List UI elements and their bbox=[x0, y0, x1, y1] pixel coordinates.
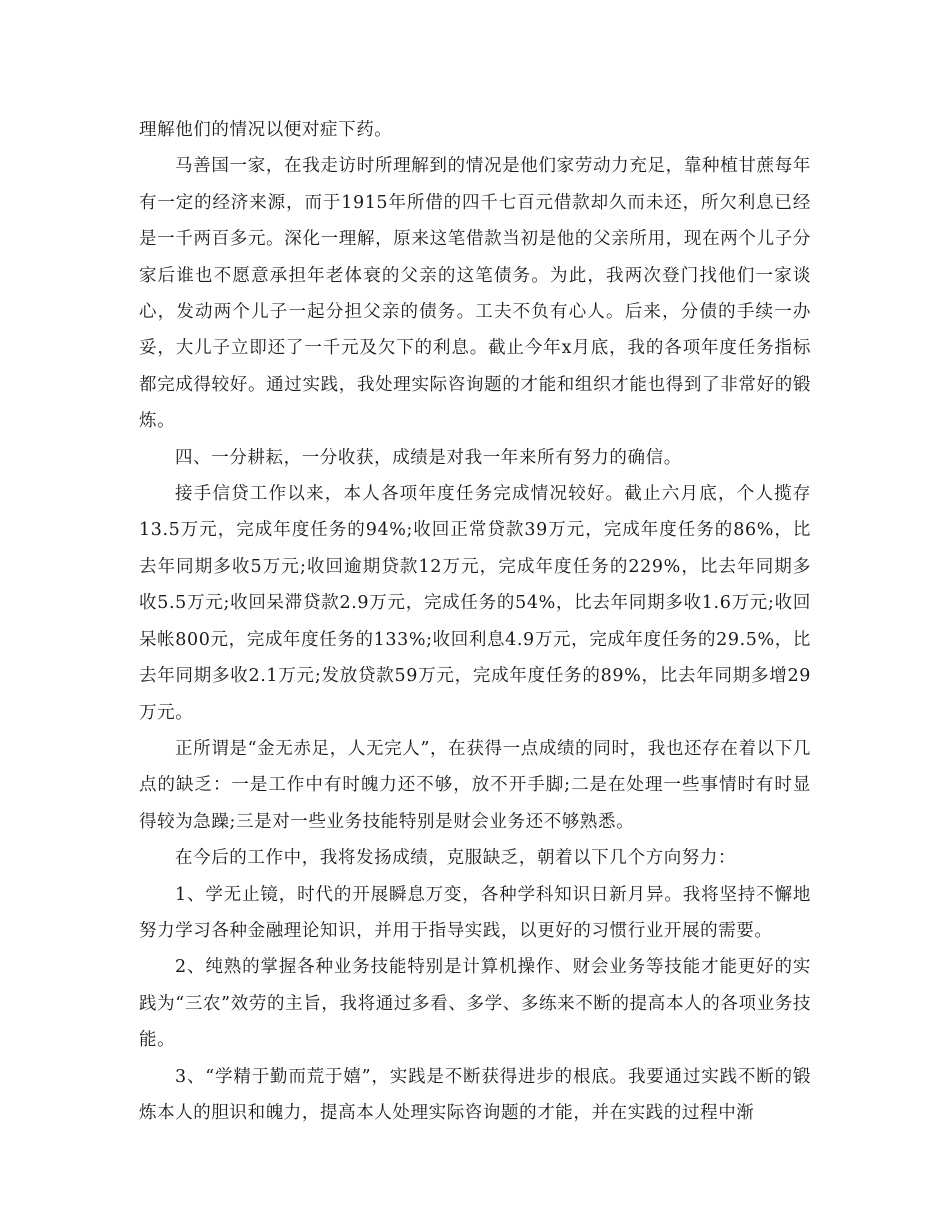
paragraph-7: 1、学无止镜，时代的开展瞬息万变，各种学科知识日新月异。我将坚持不懈地努力学习各种金融理论知识，并用于指导实践，以更好的习惯行业开展的需要。 bbox=[139, 884, 811, 941]
paragraph-4: 接手信贷工作以来，本人各项年度任务完成情况较好。截止六月底，个人揽存13.5万元，完成年度任务的94%;收回正常贷款39万元，完成年度任务的86%，比去年同期多收5万元;收回逾期贷款12万元，完成年度任务的229%，比去年同期多收5.5万元;收回呆滞贷款2.9万元，完成任务的54%，比去年同期多收1.6万元;收回呆帐800元，完成年度任务的133%;收回利息4.9万元，完成年度任务的29.5%，比去年同期多收2.1万元;发放贷款59万元，完成年度任务的89%，比去年同期多增29万元。 bbox=[139, 484, 811, 723]
paragraph-2: 马善国一家，在我走访时所理解到的情况是他们家劳动力充足，靠种植甘蔗每年有一定的经济来源，而于1915年所借的四千七百元借款却久而未还，所欠利息已经是一千两百多元。深化一理解，原来这笔借款当初是他的父亲所用，现在两个儿子分家后谁也不愿意承担年老体衰的父亲的这笔债务。为此，我两次登门找他们一家谈心，发动两个儿子一起分担父亲的债务。工夫不负有心人。后来，分债的手续一办妥，大儿子立即还了一千元及欠下的利息。截止今年x月底，我的各项年度任务指标都完成得较好。通过实践，我处理实际咨询题的才能和组织才能也得到了非常好的锻炼。 bbox=[139, 156, 811, 432]
paragraph-1: 理解他们的情况以便对症下药。 bbox=[139, 120, 393, 140]
paragraph-3: 四、一分耕耘，一分收获，成绩是对我一年来所有努力的确信。 bbox=[175, 447, 682, 468]
paragraph-5: 正所谓是“金无赤足，人无完人”，在获得一点成绩的同时，我也还存在着以下几点的缺乏：一是工作中有时魄力还不够，放不开手脚;二是在处理一些事情时有时显得较为急躁;三是对一些业务技能特别是财会业务还不够熟悉。 bbox=[139, 738, 811, 832]
paragraph-9: 3、“学精于勤而荒于嬉”，实践是不断获得进步的根底。我要通过实践不断的锻炼本人的胆识和魄力，提高本人处理实际咨询题的才能，并在实践的过程中渐 bbox=[139, 1066, 811, 1123]
paragraph-6: 在今后的工作中，我将发扬成绩，克服缺乏，朝着以下几个方向努力： bbox=[175, 848, 737, 869]
document-body bbox=[139, 112, 811, 1131]
paragraph-8: 2、纯熟的掌握各种业务技能特别是计算机操作、财会业务等技能才能更好的实践为“三农”效劳的主旨，我将通过多看、多学、多练来不断的提高本人的各项业务技能。 bbox=[139, 957, 811, 1051]
